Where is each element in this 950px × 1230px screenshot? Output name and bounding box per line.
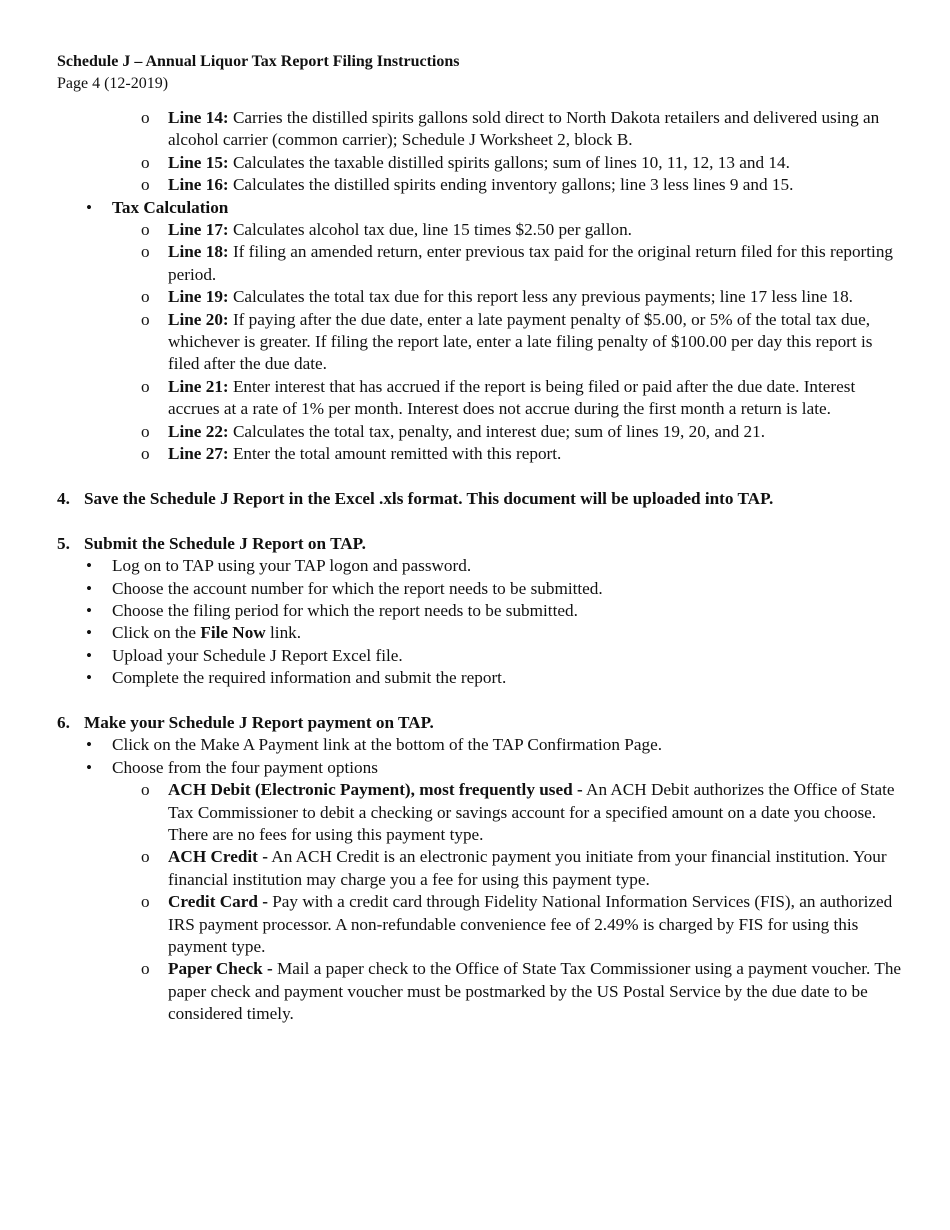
list-item: • Choose from the four payment options bbox=[86, 757, 378, 777]
tax-calculation-heading: • Tax Calculation bbox=[86, 197, 229, 217]
payment-option-paper-check: o Paper Check - Mail a paper check to the Office of State Tax Commissioner using a payment voucher. The paper check and payment voucher must be postmarked by the US Postal Service by the due date to be considered timely. bbox=[141, 959, 902, 1024]
document-body bbox=[57, 107, 902, 1026]
list-item: • Click on the File Now link. bbox=[86, 623, 302, 643]
page-header bbox=[57, 51, 459, 95]
file-now-label: File Now bbox=[200, 623, 266, 643]
list-item: • Upload your Schedule J Report Excel file. bbox=[86, 645, 403, 665]
payment-option-ach-credit: o ACH Credit - An ACH Credit is an electronic payment you initiate from your financial institution. Your financial institution may charge you a fee for using this payment type. bbox=[141, 847, 887, 889]
list-item: o Line 22: Calculates the total tax, penalty, and interest due; sum of lines 19, 20, and 21. bbox=[141, 421, 765, 441]
step-4: 4. Save the Schedule J Report in the Excel .xls format. This document will be uploaded into TAP. bbox=[57, 488, 774, 508]
list-item: o Line 16: Calculates the distilled spirits ending inventory gallons; line 3 less lines 9 and 15. bbox=[141, 175, 794, 195]
list-item: o Line 19: Calculates the total tax due for this report less any previous payments; line 17 less line 18. bbox=[141, 287, 853, 307]
list-item: o Line 21: Enter interest that has accrued if the report is being filed or paid after the due date. Interest accrues at a rate of 1% per month. Interest does not accrue during the first month a return is late. bbox=[141, 376, 856, 419]
step-5: 5. Submit the Schedule J Report on TAP. bbox=[57, 533, 366, 553]
list-item: • Choose the filing period for which the report needs to be submitted. bbox=[86, 600, 578, 620]
document-title: Schedule J – Annual Liquor Tax Report Filing Instructions bbox=[57, 53, 460, 70]
step-6: 6. Make your Schedule J Report payment on TAP. bbox=[57, 712, 434, 732]
list-item: o Line 20: If paying after the due date, enter a late payment penalty of $5.00, or 5% of the total tax due, whichever is greater. If filing the report late, enter a late filing penalty of $100.00 per day this report is filed after the due date. bbox=[141, 309, 873, 374]
list-item: o Line 17: Calculates alcohol tax due, line 15 times $2.50 per gallon. bbox=[141, 220, 632, 240]
list-item: o Line 14: Carries the distilled spirits gallons sold direct to North Dakota retailers and delivered using an alcohol carrier (common carrier); Schedule J Worksheet 2, block B. bbox=[141, 108, 880, 150]
list-item: o Line 18: If filing an amended return, enter previous tax paid for the original return filed for this reporting period. bbox=[141, 242, 894, 284]
payment-option-credit-card: o Credit Card - Pay with a credit card through Fidelity National Information Services (FIS), an authorized IRS payment processor. A non-refundable convenience fee of 2.49% is charged by FIS for using this payment type. bbox=[141, 892, 893, 956]
list-item: • Complete the required information and submit the report. bbox=[86, 668, 507, 688]
list-item: • Log on to TAP using your TAP logon and password. bbox=[86, 556, 472, 576]
list-item: • Choose the account number for which the report needs to be submitted. bbox=[86, 578, 603, 598]
payment-option-ach-debit: o ACH Debit (Electronic Payment), most frequently used - An ACH Debit authorizes the Office of State Tax Commissioner to debit a checking or savings account for a specified amount on a date you choose. There are no fees for using this payment type. bbox=[141, 780, 895, 844]
page-number: Page 4 (12-2019) bbox=[57, 75, 169, 92]
list-item: o Line 27: Enter the total amount remitted with this report. bbox=[141, 444, 562, 464]
list-item: • Click on the Make A Payment link at the bottom of the TAP Confirmation Page. bbox=[86, 735, 662, 755]
list-item: o Line 15: Calculates the taxable distilled spirits gallons; sum of lines 10, 11, 12, 13 and 14. bbox=[141, 152, 790, 172]
